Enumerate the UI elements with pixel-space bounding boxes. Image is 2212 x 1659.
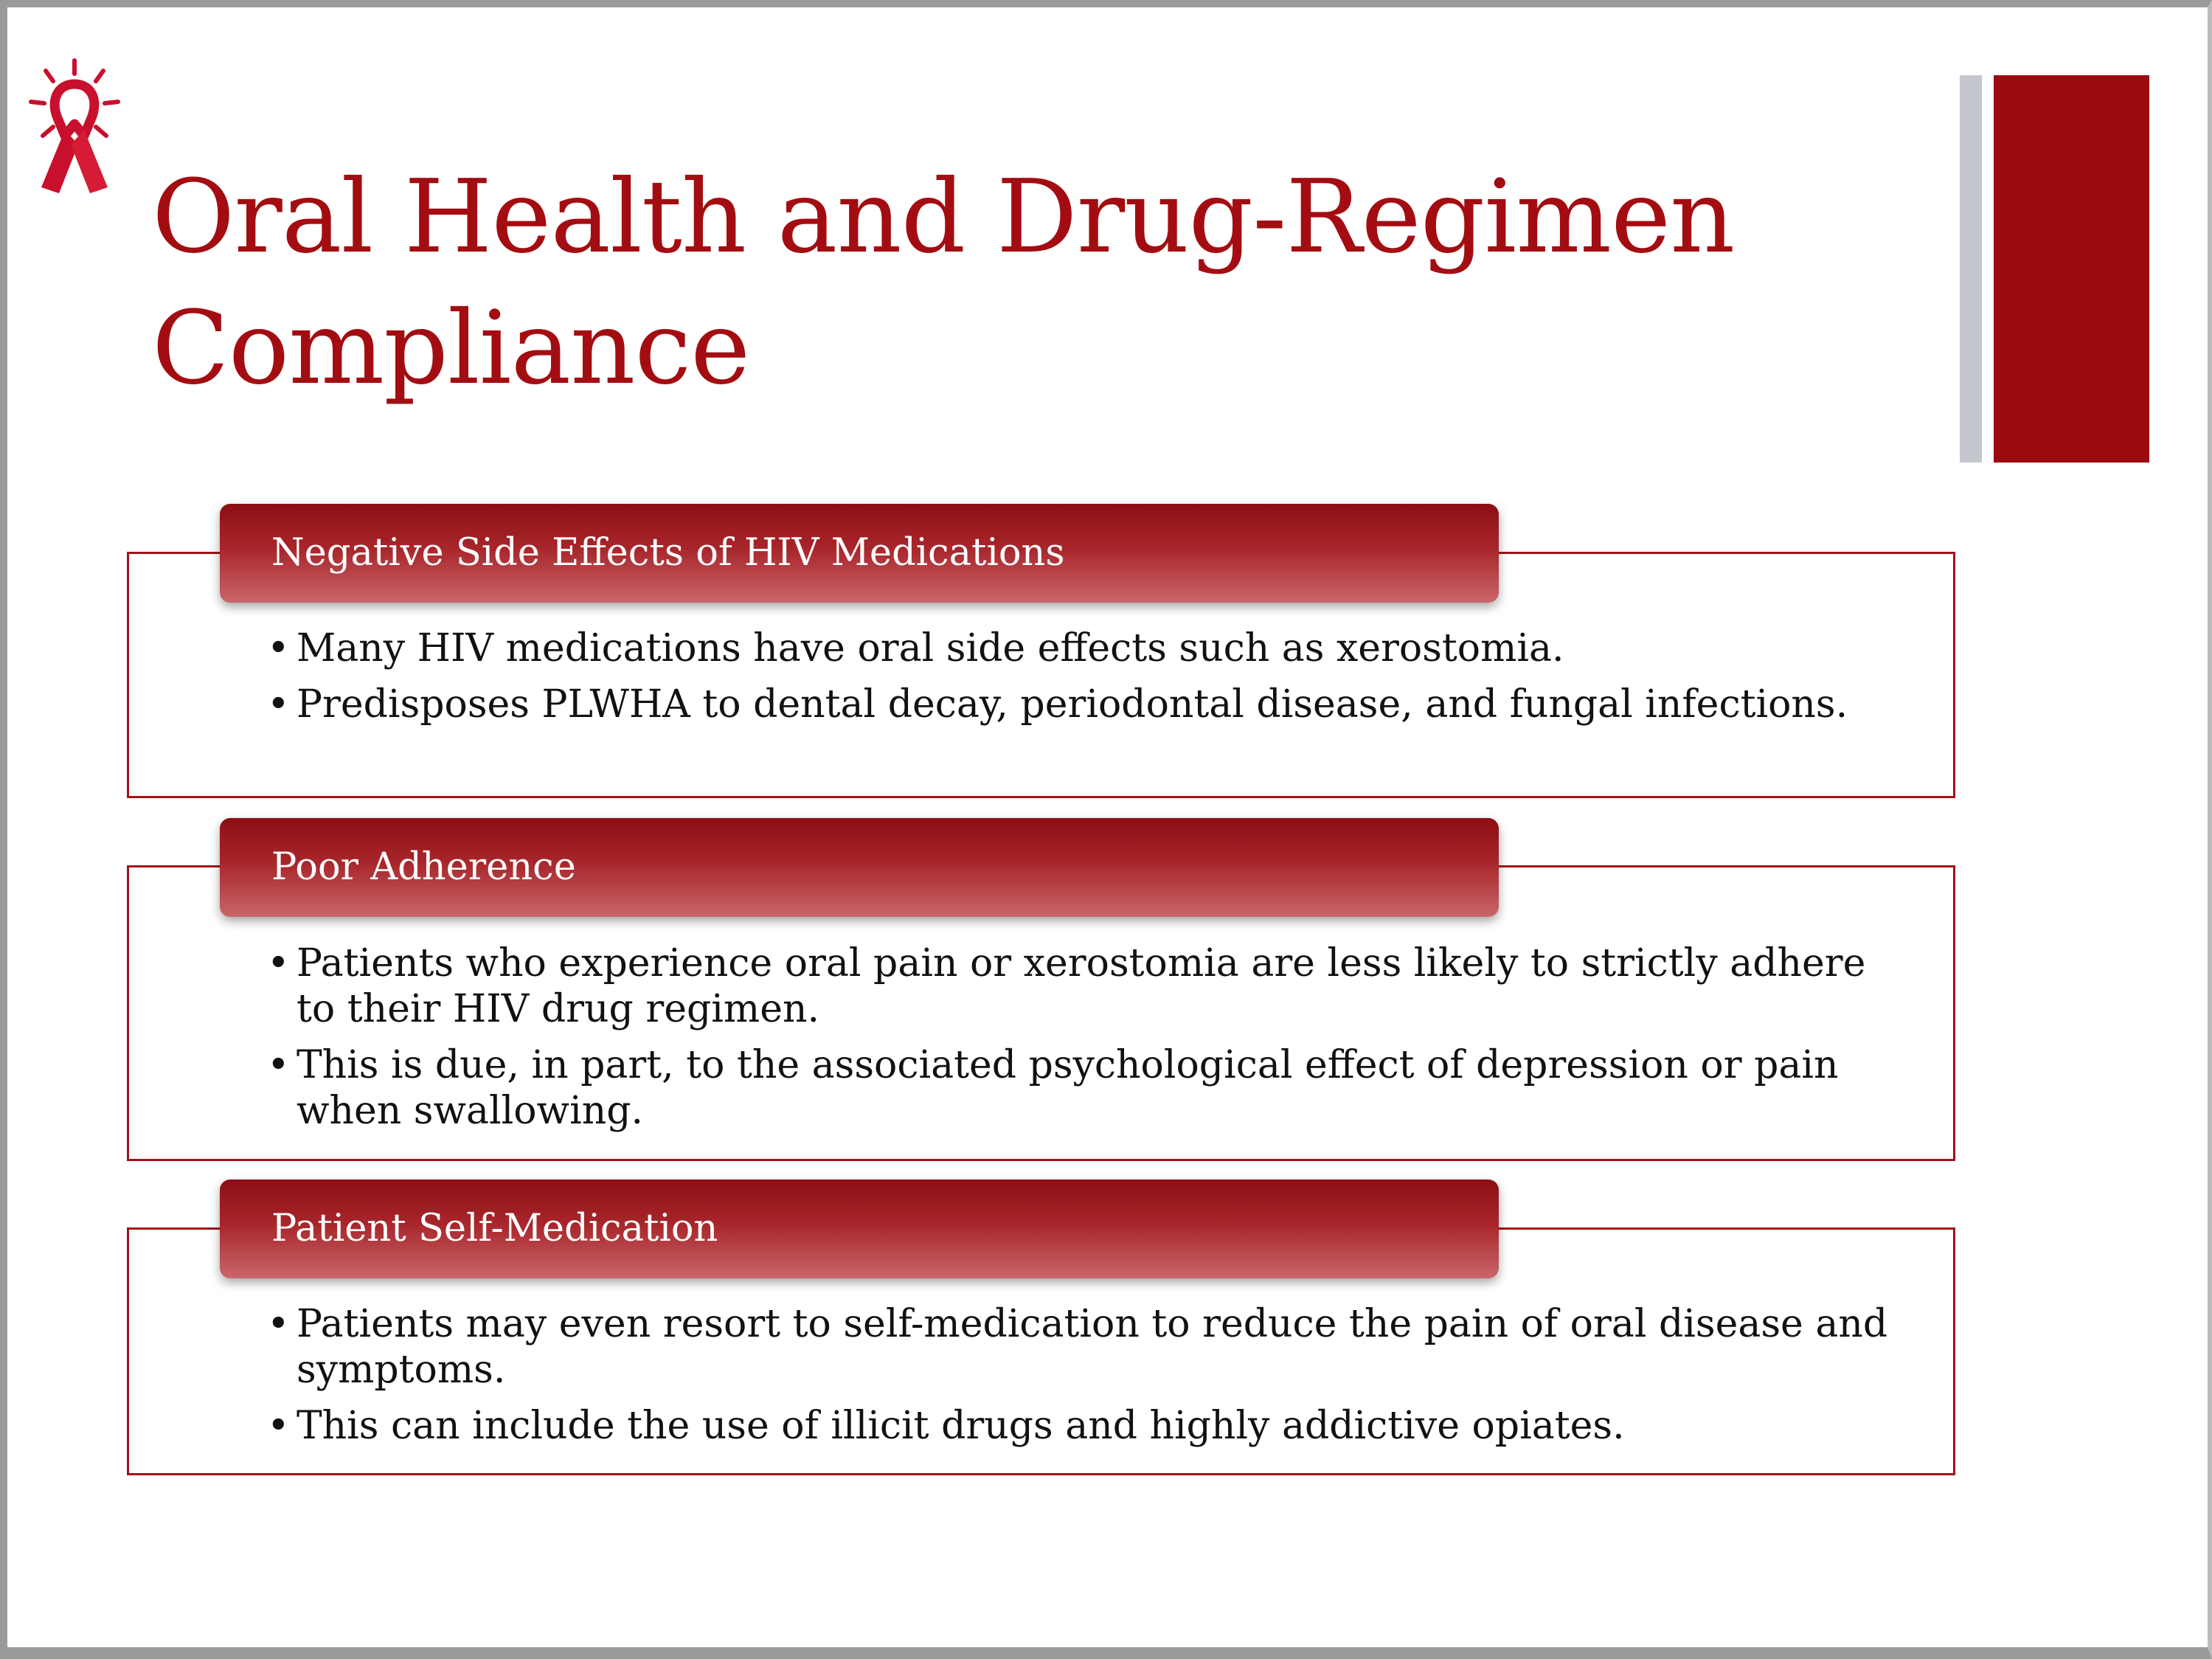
list-item: • This is due, in part, to the associated psychological effect of depression or pain when swallowing. bbox=[267, 1042, 1912, 1134]
list-item: • Patients may even resort to self-medication to reduce the pain of oral disease and symptoms. bbox=[267, 1301, 1912, 1393]
list-item: • Predisposes PLWHA to dental decay, periodontal disease, and fungal infections. bbox=[267, 682, 1912, 727]
bullet-list bbox=[267, 1301, 1912, 1459]
section-heading: Patient Self-Medication bbox=[220, 1180, 1499, 1278]
red-ribbon-lightbulb-icon bbox=[27, 56, 122, 201]
section-heading: Negative Side Effects of HIV Medications bbox=[220, 504, 1499, 603]
bullet-list bbox=[267, 626, 1912, 738]
slide-title: Oral Health and Drug-Regimen Compliance bbox=[152, 159, 1735, 407]
bullet-list bbox=[267, 941, 1912, 1144]
list-item: • Many HIV medications have oral side effects such as xerostomia. bbox=[267, 626, 1912, 671]
section-heading: Poor Adherence bbox=[220, 818, 1499, 917]
accent-bar-gray bbox=[1960, 75, 1982, 463]
list-item: • Patients who experience oral pain or xerostomia are less likely to strictly adhere to their HIV drug regimen. bbox=[267, 941, 1912, 1032]
accent-bar-red bbox=[1994, 75, 2149, 463]
list-item: • This can include the use of illicit drugs and highly addictive opiates. bbox=[267, 1403, 1912, 1449]
